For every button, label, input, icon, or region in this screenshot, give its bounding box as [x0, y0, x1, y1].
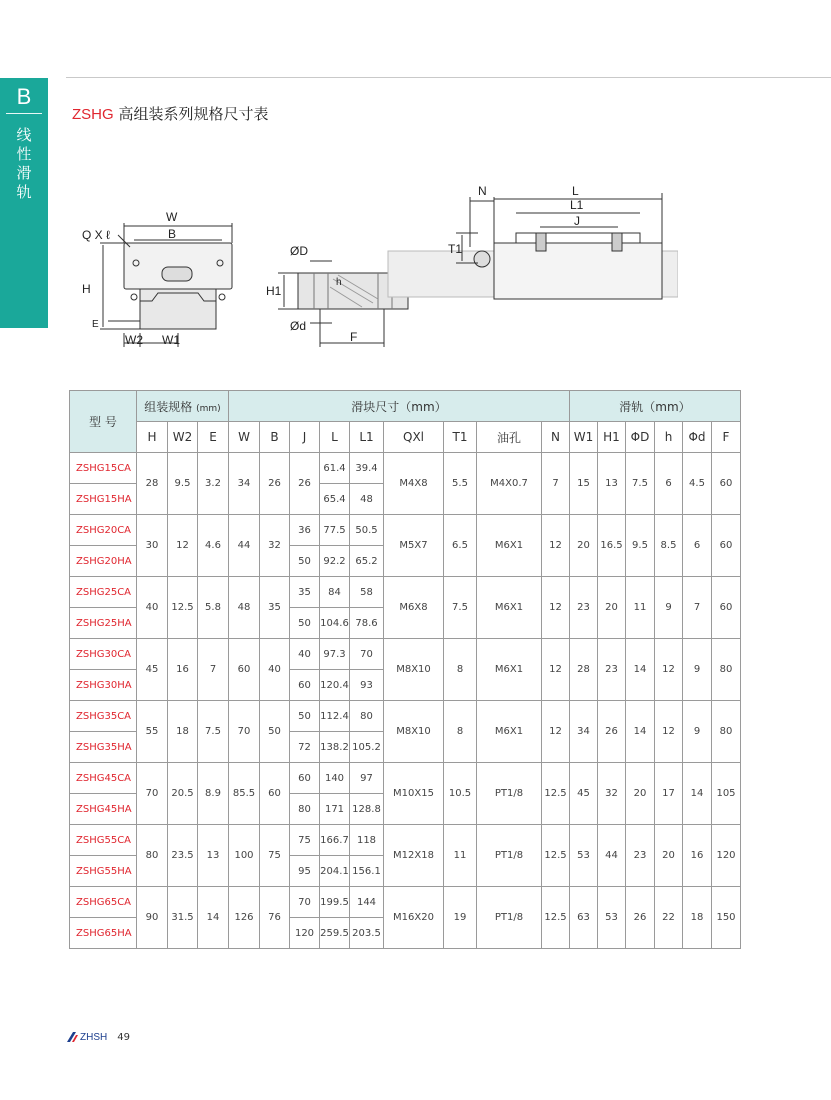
cell-h1: 23 — [598, 639, 626, 701]
section-char: 滑 — [16, 164, 32, 182]
cell-w1: 53 — [570, 825, 598, 887]
table-row — [70, 887, 741, 918]
cell-qxl: M8X10 — [384, 639, 444, 701]
model-cell: ZSHG25HA — [70, 608, 137, 639]
cell-d: 26 — [626, 887, 655, 949]
footer — [66, 1031, 130, 1043]
cell-e: 13 — [198, 825, 229, 887]
dim-h-label: H — [82, 282, 91, 296]
cell-l1: 203.5 — [350, 918, 384, 949]
model-header: 型 号 — [70, 391, 137, 453]
col-header: L1 — [350, 422, 384, 453]
cell-f: 60 — [712, 577, 741, 639]
cell-l1: 118 — [350, 825, 384, 856]
cell-l: 84 — [320, 577, 350, 608]
cell-b: 50 — [260, 701, 290, 763]
cell-h1: 44 — [598, 825, 626, 887]
cell-l: 140 — [320, 763, 350, 794]
cell-l: 171 — [320, 794, 350, 825]
dim-l-label: L — [572, 184, 579, 198]
spec-table — [69, 390, 741, 949]
cell-n: 12 — [542, 639, 570, 701]
cell-d: 14 — [683, 763, 712, 825]
cell-d: 4.5 — [683, 453, 712, 515]
cell-f: 60 — [712, 453, 741, 515]
cell-w1: 34 — [570, 701, 598, 763]
cell-j: 50 — [290, 546, 320, 577]
cell-l1: 78.6 — [350, 608, 384, 639]
cell-h: 20 — [655, 825, 683, 887]
cell-t1: 19 — [444, 887, 477, 949]
model-cell: ZSHG45HA — [70, 794, 137, 825]
cell-h: 12 — [655, 639, 683, 701]
col-header: H1 — [598, 422, 626, 453]
cell-w: 60 — [229, 639, 260, 701]
cell-j: 60 — [290, 763, 320, 794]
cell-qxl: M6X8 — [384, 577, 444, 639]
cell-d: 11 — [626, 577, 655, 639]
section-char: 轨 — [16, 183, 32, 201]
model-cell: ZSHG30CA — [70, 639, 137, 670]
model-cell: ZSHG65HA — [70, 918, 137, 949]
cell-h: 90 — [137, 887, 168, 949]
cell-l1: 58 — [350, 577, 384, 608]
cell-h1: 20 — [598, 577, 626, 639]
table-row — [70, 577, 741, 608]
cell-j: 72 — [290, 732, 320, 763]
dim-h-small-label: h — [336, 277, 342, 288]
cell-l1: 156.1 — [350, 856, 384, 887]
cell-d: 20 — [626, 763, 655, 825]
cell-h: 70 — [137, 763, 168, 825]
cell-l: 166.7 — [320, 825, 350, 856]
col-header: ΦD — [626, 422, 655, 453]
cell-h: 45 — [137, 639, 168, 701]
cell-f: 60 — [712, 515, 741, 577]
col-header: E — [198, 422, 229, 453]
cell-w1: 28 — [570, 639, 598, 701]
cell-w: 34 — [229, 453, 260, 515]
cell-w1: 45 — [570, 763, 598, 825]
cell-d: 18 — [683, 887, 712, 949]
cell-e: 7 — [198, 639, 229, 701]
block-header: 滑块尺寸（mm） — [229, 391, 570, 422]
cell-l: 204.1 — [320, 856, 350, 887]
cell-w1: 20 — [570, 515, 598, 577]
col-header: B — [260, 422, 290, 453]
cell-w2: 16 — [168, 639, 198, 701]
cell-j: 36 — [290, 515, 320, 546]
cell-h: 30 — [137, 515, 168, 577]
cell-oil: PT1/8 — [477, 825, 542, 887]
model-cell: ZSHG35CA — [70, 701, 137, 732]
cell-h: 6 — [655, 453, 683, 515]
cell-b: 32 — [260, 515, 290, 577]
cell-oil: PT1/8 — [477, 887, 542, 949]
cell-t1: 11 — [444, 825, 477, 887]
cell-w: 70 — [229, 701, 260, 763]
cell-l1: 105.2 — [350, 732, 384, 763]
cell-l1: 93 — [350, 670, 384, 701]
cell-d: 16 — [683, 825, 712, 887]
cell-l: 61.4 — [320, 453, 350, 484]
cell-d: 9.5 — [626, 515, 655, 577]
model-cell: ZSHG45CA — [70, 763, 137, 794]
col-header: F — [712, 422, 741, 453]
cell-l: 138.2 — [320, 732, 350, 763]
dim-w1-label: W1 — [162, 333, 180, 347]
cell-oil: M6X1 — [477, 577, 542, 639]
section-letter: B — [16, 84, 32, 109]
cell-e: 14 — [198, 887, 229, 949]
cell-w: 44 — [229, 515, 260, 577]
cell-d: 6 — [683, 515, 712, 577]
cell-n: 12.5 — [542, 763, 570, 825]
cell-l1: 70 — [350, 639, 384, 670]
cell-n: 12.5 — [542, 825, 570, 887]
cell-t1: 8 — [444, 701, 477, 763]
cell-h1: 26 — [598, 701, 626, 763]
model-cell: ZSHG55CA — [70, 825, 137, 856]
cell-w: 85.5 — [229, 763, 260, 825]
col-header: L — [320, 422, 350, 453]
cell-h1: 53 — [598, 887, 626, 949]
dim-b-label: B — [168, 227, 177, 241]
model-cell: ZSHG65CA — [70, 887, 137, 918]
cell-w2: 9.5 — [168, 453, 198, 515]
cell-qxl: M4X8 — [384, 453, 444, 515]
section-side-tab — [0, 78, 48, 328]
cell-w2: 31.5 — [168, 887, 198, 949]
cell-f: 150 — [712, 887, 741, 949]
model-cell: ZSHG30HA — [70, 670, 137, 701]
cell-n: 12 — [542, 515, 570, 577]
cell-e: 4.6 — [198, 515, 229, 577]
col-header: h — [655, 422, 683, 453]
cell-h: 17 — [655, 763, 683, 825]
cell-t1: 6.5 — [444, 515, 477, 577]
cell-w: 48 — [229, 577, 260, 639]
cell-d: 9 — [683, 701, 712, 763]
cell-d: 23 — [626, 825, 655, 887]
cell-h1: 13 — [598, 453, 626, 515]
cell-h: 40 — [137, 577, 168, 639]
cell-l1: 39.4 — [350, 453, 384, 484]
cell-t1: 7.5 — [444, 577, 477, 639]
cell-l1: 128.8 — [350, 794, 384, 825]
page-number: 49 — [117, 1031, 130, 1043]
cell-w1: 15 — [570, 453, 598, 515]
cell-qxl: M10X15 — [384, 763, 444, 825]
cell-e: 8.9 — [198, 763, 229, 825]
model-cell: ZSHG35HA — [70, 732, 137, 763]
cell-b: 60 — [260, 763, 290, 825]
dim-od-small-label: Ød — [290, 319, 307, 333]
col-header: QXl — [384, 422, 444, 453]
model-cell: ZSHG20HA — [70, 546, 137, 577]
dimension-drawing — [78, 183, 678, 353]
col-header: W — [229, 422, 260, 453]
cell-w2: 12 — [168, 515, 198, 577]
cell-h1: 16.5 — [598, 515, 626, 577]
cell-t1: 8 — [444, 639, 477, 701]
cell-n: 7 — [542, 453, 570, 515]
table-row — [70, 453, 741, 484]
cell-j: 50 — [290, 608, 320, 639]
col-header: J — [290, 422, 320, 453]
table-row — [70, 825, 741, 856]
cell-qxl: M5X7 — [384, 515, 444, 577]
brand-logo-icon — [66, 1031, 78, 1043]
cell-l: 104.6 — [320, 608, 350, 639]
cell-oil: PT1/8 — [477, 763, 542, 825]
model-cell: ZSHG55HA — [70, 856, 137, 887]
dim-l1-label: L1 — [570, 198, 584, 212]
cell-h: 22 — [655, 887, 683, 949]
side-view — [388, 193, 678, 299]
dim-od-label: ØD — [290, 244, 308, 258]
side-divider — [6, 113, 42, 114]
model-cell: ZSHG15CA — [70, 453, 137, 484]
dim-n-label: N — [478, 184, 487, 198]
cell-qxl: M8X10 — [384, 701, 444, 763]
cell-oil: M6X1 — [477, 515, 542, 577]
cell-h: 8.5 — [655, 515, 683, 577]
cell-j: 60 — [290, 670, 320, 701]
cell-f: 120 — [712, 825, 741, 887]
cross-section-view — [100, 223, 232, 347]
cell-l1: 97 — [350, 763, 384, 794]
table-row — [70, 515, 741, 546]
brand-name: ZHSH — [80, 1031, 108, 1043]
col-header: T1 — [444, 422, 477, 453]
cell-l: 120.4 — [320, 670, 350, 701]
col-header: 油孔 — [477, 422, 542, 453]
cell-w2: 23.5 — [168, 825, 198, 887]
cell-t1: 10.5 — [444, 763, 477, 825]
cell-j: 26 — [290, 453, 320, 515]
col-header: W1 — [570, 422, 598, 453]
cell-w1: 23 — [570, 577, 598, 639]
cell-h: 55 — [137, 701, 168, 763]
cell-j: 50 — [290, 701, 320, 732]
cell-l: 259.5 — [320, 918, 350, 949]
cell-l: 112.4 — [320, 701, 350, 732]
dim-w2-label: W2 — [125, 333, 143, 347]
cell-qxl: M16X20 — [384, 887, 444, 949]
cell-f: 105 — [712, 763, 741, 825]
cell-d: 14 — [626, 639, 655, 701]
cell-j: 35 — [290, 577, 320, 608]
cell-l1: 144 — [350, 887, 384, 918]
section-char: 线 — [16, 126, 32, 144]
cell-b: 26 — [260, 453, 290, 515]
cell-w: 100 — [229, 825, 260, 887]
table-row — [70, 763, 741, 794]
cell-b: 75 — [260, 825, 290, 887]
col-header: Φd — [683, 422, 712, 453]
cell-w2: 18 — [168, 701, 198, 763]
cell-j: 120 — [290, 918, 320, 949]
cell-l: 92.2 — [320, 546, 350, 577]
dim-t1-label: T1 — [448, 242, 463, 256]
section-char: 性 — [16, 145, 32, 163]
cell-h: 9 — [655, 577, 683, 639]
dim-qxl-label: Q X ℓ — [82, 228, 110, 242]
cell-l: 199.5 — [320, 887, 350, 918]
cell-w: 126 — [229, 887, 260, 949]
dim-w-label: W — [166, 210, 178, 224]
cell-l1: 80 — [350, 701, 384, 732]
cell-l1: 65.2 — [350, 546, 384, 577]
cell-h: 28 — [137, 453, 168, 515]
page-title — [72, 103, 268, 124]
top-rule — [66, 77, 831, 78]
cell-j: 70 — [290, 887, 320, 918]
cell-n: 12 — [542, 701, 570, 763]
title-text: 高组装系列规格尺寸表 — [113, 105, 269, 123]
cell-n: 12 — [542, 577, 570, 639]
col-header: H — [137, 422, 168, 453]
cell-d: 7.5 — [626, 453, 655, 515]
assembly-unit: (mm) — [196, 403, 221, 414]
cell-h: 12 — [655, 701, 683, 763]
model-cell: ZSHG20CA — [70, 515, 137, 546]
cell-b: 35 — [260, 577, 290, 639]
cell-h: 80 — [137, 825, 168, 887]
col-header: W2 — [168, 422, 198, 453]
cell-oil: M6X1 — [477, 701, 542, 763]
cell-t1: 5.5 — [444, 453, 477, 515]
cell-d: 7 — [683, 577, 712, 639]
assembly-header: 组装规格 (mm) — [137, 391, 229, 422]
cell-l: 97.3 — [320, 639, 350, 670]
cell-l1: 48 — [350, 484, 384, 515]
cell-b: 76 — [260, 887, 290, 949]
dim-j-label: J — [574, 214, 580, 228]
table-row — [70, 701, 741, 732]
cell-w2: 12.5 — [168, 577, 198, 639]
cell-d: 14 — [626, 701, 655, 763]
table-row — [70, 639, 741, 670]
cell-e: 3.2 — [198, 453, 229, 515]
cell-l: 77.5 — [320, 515, 350, 546]
cell-f: 80 — [712, 639, 741, 701]
cell-qxl: M12X18 — [384, 825, 444, 887]
cell-w1: 63 — [570, 887, 598, 949]
cell-b: 40 — [260, 639, 290, 701]
dim-e-label: E — [92, 319, 99, 330]
col-header: N — [542, 422, 570, 453]
model-cell: ZSHG25CA — [70, 577, 137, 608]
cell-j: 40 — [290, 639, 320, 670]
section-name — [0, 126, 48, 202]
cell-j: 80 — [290, 794, 320, 825]
cell-e: 5.8 — [198, 577, 229, 639]
title-prefix: ZSHG — [72, 106, 114, 123]
dim-f-label: F — [350, 330, 358, 344]
cell-j: 75 — [290, 825, 320, 856]
cell-j: 95 — [290, 856, 320, 887]
cell-f: 80 — [712, 701, 741, 763]
dim-h1-label: H1 — [266, 284, 282, 298]
rail-header: 滑轨（mm） — [570, 391, 741, 422]
cell-l: 65.4 — [320, 484, 350, 515]
cell-oil: M4X0.7 — [477, 453, 542, 515]
cell-d: 9 — [683, 639, 712, 701]
cell-w2: 20.5 — [168, 763, 198, 825]
model-cell: ZSHG15HA — [70, 484, 137, 515]
cell-h1: 32 — [598, 763, 626, 825]
cell-e: 7.5 — [198, 701, 229, 763]
cell-l1: 50.5 — [350, 515, 384, 546]
cell-n: 12.5 — [542, 887, 570, 949]
cell-oil: M6X1 — [477, 639, 542, 701]
